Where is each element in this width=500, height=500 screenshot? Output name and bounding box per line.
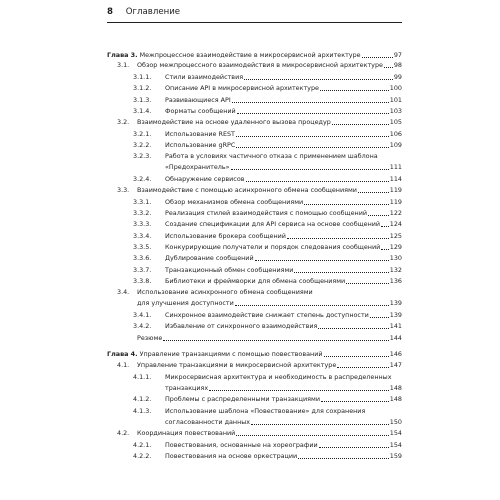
toc-entry-title-continuation: для улучшения доступности: [137, 299, 234, 307]
toc-entry-title: Резюме: [137, 334, 163, 342]
toc-entry-number: 3.4.2.: [133, 322, 152, 330]
toc-entry-page: 124: [389, 220, 402, 228]
dot-leader: [244, 74, 393, 80]
toc-entry-page: 98: [393, 61, 402, 69]
toc-entry-page: 146: [389, 350, 402, 358]
toc-entry-page: 119: [389, 186, 402, 194]
toc-entry-page: 125: [389, 232, 402, 240]
dot-leader: [318, 323, 388, 329]
toc-entry-number: 3.2.: [117, 118, 130, 126]
toc-entry-page: 100: [389, 84, 402, 92]
dot-leader: [304, 199, 389, 205]
page-header: [107, 6, 402, 23]
dot-leader: [384, 62, 393, 68]
toc-entry-title: Взаимодействие с помощью асинхронного обмена сообщениями: [137, 186, 357, 194]
dot-leader: [320, 85, 389, 91]
toc-entry-title: Обзор механизмов обмена сообщениями: [165, 198, 304, 206]
toc-entry-page: 97: [393, 51, 402, 59]
toc-entry-page: 139: [389, 311, 402, 319]
dot-leader: [381, 244, 389, 250]
dot-leader: [209, 385, 389, 391]
toc-entry-number: 3.4.: [117, 288, 130, 296]
toc-entry-title: Использование брокера сообщений: [165, 232, 286, 240]
toc-entry-title: Повествования, основанные на хореографии: [165, 441, 318, 449]
dot-leader: [294, 267, 388, 273]
toc-entry-number: 4.2.2.: [133, 452, 152, 460]
dot-leader: [321, 396, 389, 402]
toc-entry-number: 3.2.2.: [133, 141, 152, 149]
toc-entry-page: 132: [389, 266, 402, 274]
dot-leader: [346, 278, 389, 284]
toc-entry-page: 141: [389, 322, 402, 330]
toc-entry-page: 150: [389, 418, 402, 426]
toc-entry-title: Использование gRPC: [165, 141, 236, 149]
toc-entry-number: 3.2.3.: [133, 152, 152, 160]
toc-entry-title: Синхронное взаимодействие снижает степень доступности: [165, 311, 369, 319]
dot-leader: [237, 108, 389, 114]
dot-leader: [246, 176, 389, 182]
dot-leader: [298, 453, 389, 459]
toc-entry-number: 3.3.2.: [133, 209, 152, 217]
toc-entry-title: Управление транзакциями в микросервисной архитектуре: [137, 361, 337, 369]
dot-leader: [236, 131, 389, 137]
toc-entry-number: 3.3.7.: [133, 266, 152, 274]
toc-entry-title: Транзакционный обмен сообщениями: [165, 266, 294, 274]
toc-entry-number: 3.1.3.: [133, 96, 152, 104]
toc-entry-page: 129: [389, 243, 402, 251]
toc-entry-title: Координация повествований: [137, 429, 236, 437]
toc-entry-number: 3.2.4.: [133, 175, 152, 183]
dot-leader: [163, 335, 388, 341]
toc-entry-number: 3.3.4.: [133, 232, 152, 240]
toc-entry-number: 4.2.: [117, 429, 130, 437]
dot-leader: [324, 351, 389, 357]
toc-entry-number: 3.3.8.: [133, 277, 152, 285]
toc-entry-page: 109: [389, 141, 402, 149]
toc-entry-title: Работа в условиях частичного отказа с применением шаблона: [165, 152, 378, 160]
toc-entry-number: 4.1.2.: [133, 395, 152, 403]
toc-entry-number: 3.3.3.: [133, 220, 152, 228]
toc-entry-page: 111: [389, 163, 402, 171]
toc-entry-page: 122: [389, 209, 402, 217]
toc-entry-title: Создание спецификации для API сервиса на основе сообщений: [165, 220, 381, 228]
toc-entry-number: 3.4.1.: [133, 311, 152, 319]
toc-entry-title: Дублирование сообщений: [165, 254, 254, 262]
toc-entry-number: 3.3.: [117, 186, 130, 194]
toc-entry-title: Взаимодействие на основе удаленного вызова процедур: [137, 118, 331, 126]
toc-entry-title: Обнаружение сервисов: [165, 175, 245, 183]
toc-entry-title: Микросервисная архитектура и необходимость в распределенных: [165, 373, 392, 381]
toc-entry-page: 148: [389, 395, 402, 403]
toc-entry-title: Обзор межпроцессного взаимодействия в микросервисной архитектуре: [137, 61, 383, 69]
toc-entry-page: 130: [389, 254, 402, 262]
toc-entry-page: 148: [389, 384, 402, 392]
toc-entry-number: 4.1.3.: [133, 407, 152, 415]
toc-entry-title: Использование асинхронного обмена сообщениями: [137, 288, 313, 296]
toc-entry-title-continuation: согласованности данных: [165, 418, 251, 426]
dot-leader: [358, 187, 389, 193]
toc-entry-title: Стили взаимодействия: [165, 73, 244, 81]
toc-entry-number: 3.3.5.: [133, 243, 152, 251]
toc-entry-page: 144: [389, 334, 402, 342]
toc-entry-number: 3.1.: [117, 61, 130, 69]
toc-entry-number: 4.1.1.: [133, 373, 152, 381]
toc-entry-title: Использование шаблона «Повествование» для сохранения: [165, 407, 366, 415]
dot-leader: [236, 142, 388, 148]
toc-entry-number: 3.2.1.: [133, 130, 152, 138]
dot-leader: [232, 97, 389, 103]
toc-entry-title: Библиотеки и фреймворки для обмена сообщениями: [165, 277, 346, 285]
toc-entry-title-continuation: транзакциях: [165, 384, 209, 392]
dot-leader: [231, 164, 389, 170]
toc-entry-number: 3.1.1.: [133, 73, 152, 81]
toc-entry-page: 147: [389, 361, 402, 369]
toc-entry-page: 106: [389, 130, 402, 138]
toc-entry-page: 119: [389, 198, 402, 206]
toc-entry-title: Межпроцессное взаимодействие в микросервисной архитектуре: [137, 51, 361, 59]
toc-entry-title: Повествования на основе оркестрации: [165, 452, 298, 460]
toc-entry-page: 103: [389, 107, 402, 115]
toc-entry-title-continuation: «Предохранитель»: [165, 163, 230, 171]
toc-entry-page: 154: [389, 441, 402, 449]
toc-entry-title: Реализация стилей взаимодействия с помощью сообщений: [165, 209, 367, 217]
toc-entry-page: 136: [389, 277, 402, 285]
toc-entry-page: 139: [389, 299, 402, 307]
chapter-label: Глава 3.: [107, 51, 138, 59]
toc-entry-number: 3.3.6.: [133, 254, 152, 262]
toc-entry-page: 105: [389, 118, 402, 126]
toc-entry-title: Проблемы с распределенными транзакциями: [165, 395, 320, 403]
dot-leader: [381, 221, 389, 227]
dot-leader: [370, 312, 389, 318]
chapter-label: Глава 4.: [107, 350, 138, 358]
dot-leader: [337, 362, 389, 368]
toc-entry-title: Использование REST: [165, 130, 235, 138]
toc-entry-title: Форматы сообщений: [165, 107, 236, 115]
dot-leader: [236, 430, 388, 436]
dot-leader: [319, 442, 389, 448]
dot-leader: [362, 52, 393, 58]
toc-entry-number: 3.3.1.: [133, 198, 152, 206]
toc-entry-page: 114: [389, 175, 402, 183]
toc-entry-number: 3.1.2.: [133, 84, 152, 92]
dot-leader: [368, 210, 389, 216]
toc-entry-title: Управление транзакциями с помощью повествований: [137, 350, 323, 358]
toc-entry-title: Конкурирующие получатели и порядок следования сообщений: [165, 243, 381, 251]
dot-leader: [255, 255, 389, 261]
toc-entry-page: 101: [389, 96, 402, 104]
toc-entry-page: 99: [393, 73, 402, 81]
dot-leader: [287, 233, 389, 239]
toc-entry-number: 4.2.1.: [133, 441, 152, 449]
toc-entry-title: Избавление от синхронного взаимодействия: [165, 322, 318, 330]
toc-entry-title: Развивающиеся API: [165, 96, 231, 104]
toc-entry-number: 3.1.4.: [133, 107, 152, 115]
toc-entry-page: 159: [389, 452, 402, 460]
toc-entry-number: 4.1.: [117, 361, 130, 369]
dot-leader: [251, 419, 389, 425]
page-title: Оглавление: [125, 7, 181, 17]
toc-entry-title: Описание API в микросервисной архитектуре: [165, 84, 319, 92]
toc-entry-page: 154: [389, 429, 402, 437]
page-number: 8: [107, 7, 113, 17]
dot-leader: [332, 119, 389, 125]
dot-leader: [235, 300, 389, 306]
